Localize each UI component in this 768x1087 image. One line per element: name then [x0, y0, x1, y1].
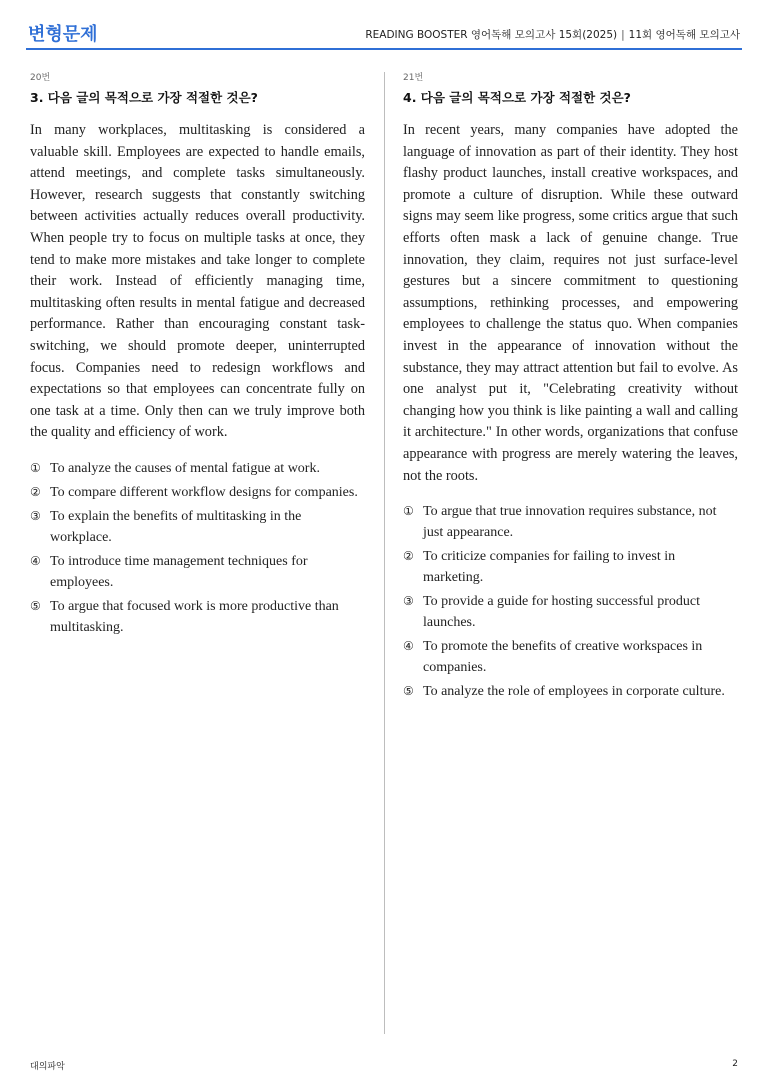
choice-text: To explain the benefits of multitasking in the workplace. — [50, 508, 302, 545]
choice-marker: ④ — [403, 639, 414, 654]
choice-text: To criticize companies for failing to invest in marketing. — [423, 549, 676, 586]
choice-marker: ③ — [30, 508, 41, 523]
question-3 — [30, 72, 365, 641]
choice-1[interactable] — [403, 501, 738, 543]
choice-marker: ① — [403, 504, 414, 519]
choice-2[interactable] — [30, 482, 365, 503]
test-title: 11회 영어독해 모의고사 — [628, 29, 740, 41]
source-number: 20번 — [30, 73, 51, 83]
choice-1[interactable] — [30, 458, 365, 479]
choice-5[interactable] — [30, 596, 365, 638]
choice-text: To analyze the causes of mental fatigue at work. — [50, 460, 320, 476]
choice-4[interactable] — [30, 551, 365, 593]
book-title: READING BOOSTER 영어독해 모의고사 15회(2025) — [365, 29, 618, 41]
question-title: 4. 다음 글의 목적으로 가장 적절한 것은? — [403, 90, 631, 105]
choice-marker: ④ — [30, 553, 41, 568]
page-number: 2 — [732, 1059, 738, 1069]
choice-5[interactable] — [403, 681, 738, 702]
choice-4[interactable] — [403, 636, 738, 678]
choice-list — [403, 501, 738, 702]
choice-marker: ② — [30, 484, 41, 499]
header-info — [365, 27, 740, 42]
choice-3[interactable] — [30, 506, 365, 548]
passage: In many workplaces, multitasking is considered a valuable skill. Employees are expected to handle emails, attend meetings, and complete tasks simultaneously. However, research suggests that constantly switching between activities actually reduces overall productivity. When people try to focus on multiple tasks at once, they tend to make more mistakes and take longer to complete their work. Instead of efficiently managing time, multitasking often results in mental fatigue and decreased performance. Rather than encouraging constant task-switching, we should promote deeper, uninterrupted focus. Companies need to redesign workflows and expectations so that employees can concentrate fully on one task at a time. Only then can we truly improve both the quality and efficiency of work. — [30, 122, 365, 441]
question-title: 3. 다음 글의 목적으로 가장 적절한 것은? — [30, 90, 258, 105]
choice-text: To argue that true innovation requires substance, not just appearance. — [423, 504, 717, 541]
choice-list — [30, 458, 365, 638]
header-separator: | — [621, 29, 625, 41]
choice-2[interactable] — [403, 546, 738, 588]
column-divider — [384, 72, 385, 1034]
choice-3[interactable] — [403, 591, 738, 633]
choice-marker: ① — [30, 460, 41, 475]
choice-text: To provide a guide for hosting successful product launches. — [423, 594, 701, 631]
choice-marker: ⑤ — [403, 684, 414, 699]
choice-text: To analyze the role of employees in corporate culture. — [423, 684, 725, 700]
choice-text: To argue that focused work is more productive than multitasking. — [50, 598, 339, 635]
choice-marker: ⑤ — [30, 598, 41, 613]
question-4 — [403, 72, 738, 705]
source-number: 21번 — [403, 73, 424, 83]
choice-text: To promote the benefits of creative workspaces in companies. — [423, 639, 703, 676]
footer-category: 대의파악 — [30, 1062, 65, 1072]
choice-marker: ② — [403, 549, 414, 564]
page-header — [26, 18, 742, 50]
brand-title: 변형문제 — [28, 24, 98, 45]
choice-marker: ③ — [403, 594, 414, 609]
choice-text: To introduce time management techniques for employees. — [50, 553, 308, 590]
choice-text: To compare different workflow designs for companies. — [50, 484, 358, 500]
passage: In recent years, many companies have adopted the language of innovation as part of their identity. They host flashy product launches, install creative workspaces, and promote a culture of disruption. While these outward signs may seem like progress, some critics argue that such efforts often mask a lack of genuine change. True innovation, they claim, requires not just surface-level gestures but a sincere commitment to questioning assumptions, rethinking processes, and empowering employees to challenge the status quo. When companies invest in the appearance of innovation without the substance, they may attract attention but fail to evolve. As one analyst put it, "Celebrating creativity without changing how you think is like painting a wall and calling it architecture." In other words, organizations that confuse appearance with progress are merely watering the leaves, not the roots. — [403, 122, 738, 484]
